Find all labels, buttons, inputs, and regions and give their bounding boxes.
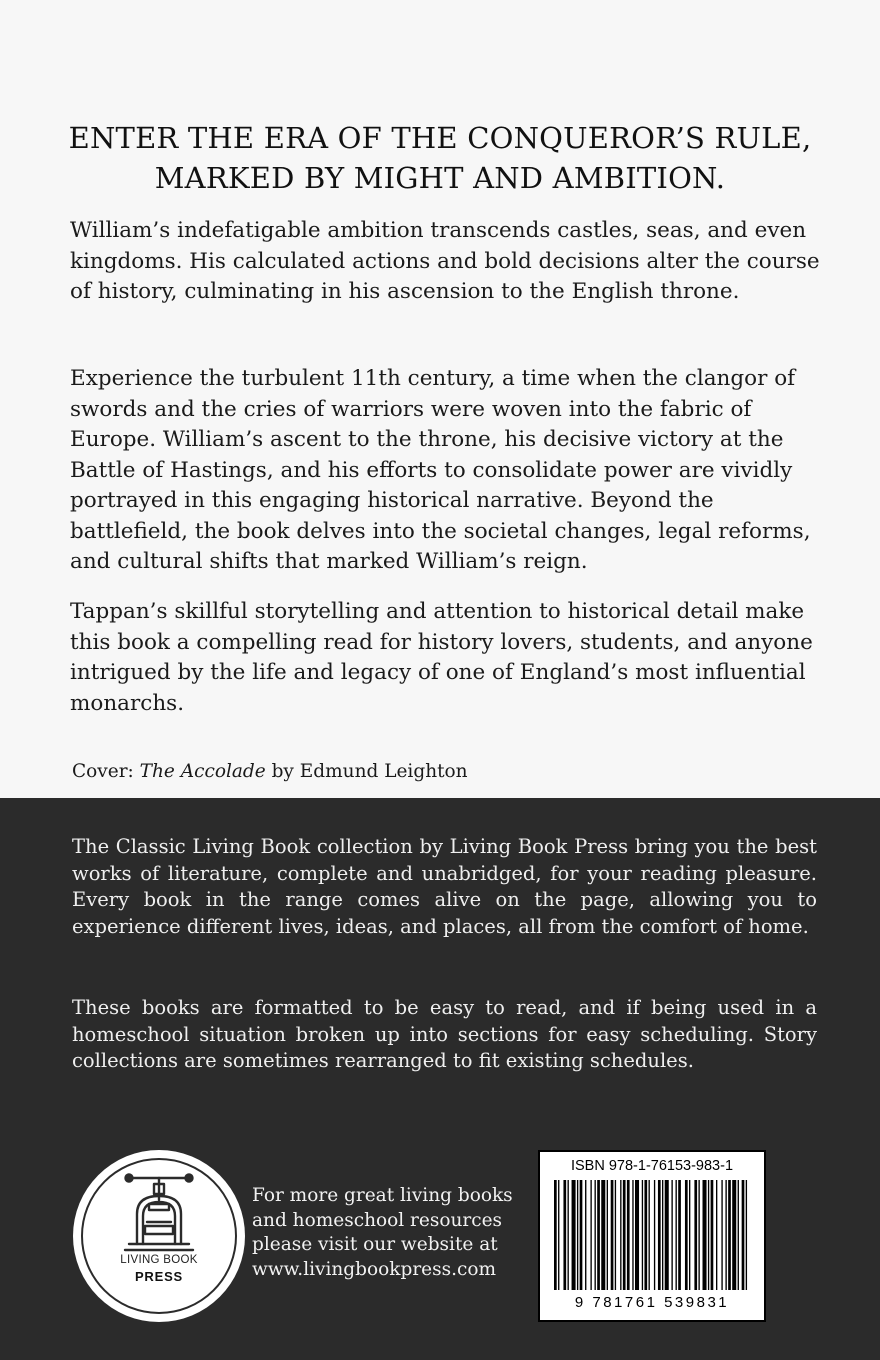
cover-credit-title: The Accolade (139, 761, 266, 782)
barcode-bar (703, 1180, 707, 1290)
barcode-bar (595, 1180, 596, 1290)
barcode-bar (671, 1180, 672, 1290)
barcode-bar (694, 1180, 697, 1290)
barcode-bar (601, 1180, 605, 1290)
barcode-bar (632, 1180, 633, 1290)
barcode-bar (708, 1180, 709, 1290)
barcode-bar (623, 1180, 626, 1290)
barcode-bar (732, 1180, 736, 1290)
website-promo (252, 1184, 512, 1282)
barcode-bar (658, 1180, 661, 1290)
barcode-bar (678, 1180, 681, 1290)
barcode-bar (627, 1180, 630, 1290)
barcode-bar (644, 1180, 647, 1290)
isbn-barcode-box (538, 1150, 766, 1322)
barcode-bar (662, 1180, 663, 1290)
headline-line-2: MARKED BY MIGHT AND AMBITION. (154, 161, 726, 195)
barcode-bar (685, 1180, 688, 1290)
barcode-bar (676, 1180, 677, 1290)
cover-credit-prefix: Cover: (72, 761, 140, 782)
barcode-bars (552, 1180, 752, 1294)
barcode-bar (742, 1180, 745, 1290)
barcode-bar (607, 1180, 608, 1290)
barcode-bar (590, 1180, 591, 1290)
barcode-bar (597, 1180, 600, 1290)
barcode-bar (746, 1180, 747, 1290)
barcode-bar (554, 1180, 557, 1290)
barcode-bar (611, 1180, 614, 1290)
blurb-paragraph-2: Experience the turbulent 11th century, a time when the clangor of swords and the cries of warriors were woven into the fabric of Europe. William’s ascent to the throne, his decisive victory at the Battle of Hastings, and his efforts to consolidate power are vividly portrayed in this engaging historical narrative. Beyond the battlefield, the book delves into the societal changes, legal reforms, and cultural shifts that marked William’s reign. (70, 366, 811, 574)
promo-line-3: please visit our website at (252, 1234, 498, 1255)
barcode-bar (577, 1180, 578, 1290)
barcode-digits: 9 781761 539831 (574, 1294, 730, 1311)
barcode-bar (725, 1180, 726, 1290)
barcode-bar (580, 1180, 583, 1290)
about-paragraph-1: The Classic Living Book collection by Living Book Press bring you the best works of literature, complete and unabridged, for your reading pleasure. Every book in the range comes alive on the page, allowing you to experience different lives, ideas, and places, all from the comfort of home. (72, 835, 817, 938)
barcode-bar (721, 1180, 722, 1290)
about-paragraph-2: These books are formatted to be easy to read, and if being used in a homeschool situation broken up into sections for easy scheduling. Story collections are sometimes rearranged to fit existing schedules. (72, 996, 817, 1072)
barcode-bar (585, 1180, 586, 1290)
barcode-bar (615, 1180, 616, 1290)
barcode-bar (689, 1180, 690, 1290)
publisher-logo (73, 1150, 245, 1322)
barcode-bar (654, 1180, 655, 1290)
headline (40, 118, 840, 198)
barcode-bar (558, 1180, 559, 1290)
barcode-bar (568, 1180, 569, 1290)
barcode-bar (620, 1180, 621, 1290)
promo-line-1: For more great living books (252, 1185, 513, 1206)
isbn-label: ISBN 978-1-76153-983-1 (570, 1158, 734, 1174)
blurb-paragraph-1: William’s indefatigable ambition transcends castles, seas, and even kingdoms. His calculated actions and bold decisions alter the course of history, culminating in his ascension to the English throne. (70, 218, 820, 304)
barcode-bar (642, 1180, 643, 1290)
barcode-bar (572, 1180, 576, 1290)
book-press-icon (119, 1170, 199, 1254)
logo-press: PRESS (134, 1269, 184, 1284)
website-url: www.livingbookpress.com (252, 1258, 497, 1280)
cover-credit (72, 761, 468, 782)
logo-name: LIVING BOOK (120, 1254, 198, 1266)
barcode-bar (665, 1180, 669, 1290)
barcode-bar (728, 1180, 731, 1290)
promo-line-2: and homeschool resources (252, 1209, 503, 1231)
barcode-bar (698, 1180, 699, 1290)
barcode-bar (563, 1180, 566, 1290)
blurb-paragraph-3: Tappan’s skillful storytelling and attention to historical detail make this book a compelling read for history lovers, students, and anyone intrigued by the life and legacy of one of England’s most influential monarchs. (70, 599, 813, 716)
barcode-bar (635, 1180, 639, 1290)
barcode-bar (711, 1180, 714, 1290)
barcode-bar (716, 1180, 717, 1290)
barcode-bar (738, 1180, 739, 1290)
cover-credit-suffix: by Edmund Leighton (265, 761, 468, 782)
barcode-bar (649, 1180, 650, 1290)
headline-line-1: ENTER THE ERA OF THE CONQUEROR’S RULE, (68, 121, 812, 155)
